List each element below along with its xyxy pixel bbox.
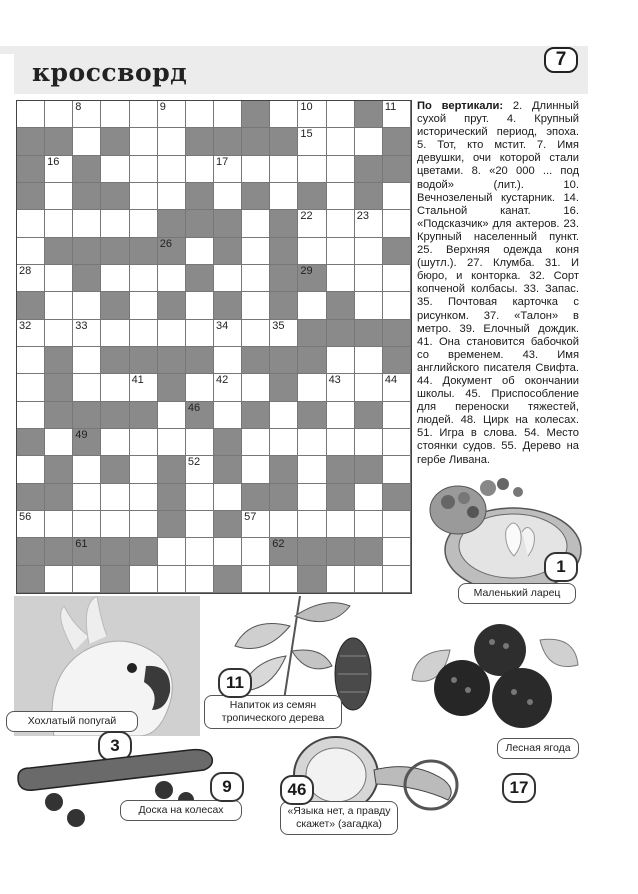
grid-cell[interactable]: [270, 156, 298, 183]
grid-cell[interactable]: [383, 210, 411, 237]
grid-cell[interactable]: [355, 238, 383, 265]
grid-cell[interactable]: [158, 183, 186, 210]
grid-cell[interactable]: [186, 292, 214, 319]
grid-cell[interactable]: [17, 265, 45, 292]
grid-cell[interactable]: [327, 156, 355, 183]
grid-cell[interactable]: [45, 566, 73, 593]
caption-cocoa: Напиток из семян тропического дерева: [204, 695, 342, 729]
grid-cell-black: [242, 484, 270, 511]
grid-cell-black: [101, 183, 129, 210]
grid-cell[interactable]: [17, 511, 45, 538]
grid-cell-black: [73, 238, 101, 265]
grid-cell-black: [158, 347, 186, 374]
grid-cell[interactable]: [298, 238, 326, 265]
grid-cell-black: [298, 183, 326, 210]
clue-number: 33: [75, 319, 88, 332]
grid-cell[interactable]: [298, 210, 326, 237]
grid-cell-black: [270, 347, 298, 374]
grid-cell[interactable]: [101, 374, 129, 401]
grid-cell[interactable]: [383, 402, 411, 429]
grid-cell-black: [327, 292, 355, 319]
grid-cell-black: [242, 402, 270, 429]
grid-cell[interactable]: [17, 374, 45, 401]
grid-cell-black: [45, 456, 73, 483]
grid-cell[interactable]: [73, 484, 101, 511]
caption-mirror: «Языка нет, а правду скажет» (загадка): [280, 801, 398, 835]
grid-cell-black: [355, 402, 383, 429]
grid-cell-black: [298, 402, 326, 429]
grid-cell-black: [17, 538, 45, 565]
grid-cell-black: [101, 566, 129, 593]
grid-cell[interactable]: [383, 511, 411, 538]
clue-number: 35: [272, 319, 285, 332]
grid-cell[interactable]: [158, 429, 186, 456]
grid-cell-black: [101, 238, 129, 265]
grid-cell-black: [73, 183, 101, 210]
grid-cell-black: [214, 128, 242, 155]
grid-cell[interactable]: [327, 238, 355, 265]
grid-cell[interactable]: [158, 101, 186, 128]
grid-cell-black: [17, 484, 45, 511]
grid-cell-black: [186, 347, 214, 374]
grid-cell-black: [101, 292, 129, 319]
caption-box: Маленький ларец: [458, 583, 576, 604]
grid-cell-black: [73, 402, 101, 429]
grid-cell-black: [214, 429, 242, 456]
grid-cell[interactable]: [186, 484, 214, 511]
grid-cell-black: [130, 238, 158, 265]
grid-cell[interactable]: [214, 538, 242, 565]
grid-cell[interactable]: [73, 566, 101, 593]
grid-cell[interactable]: [270, 511, 298, 538]
grid-cell[interactable]: [73, 374, 101, 401]
grid-cell-black: [17, 566, 45, 593]
grid-cell-black: [73, 265, 101, 292]
grid-cell[interactable]: [327, 347, 355, 374]
grid-cell[interactable]: [383, 101, 411, 128]
grid-cell[interactable]: [242, 238, 270, 265]
clue-number: 42: [215, 374, 229, 387]
grid-cell[interactable]: [130, 511, 158, 538]
clue-number: 23: [356, 210, 369, 223]
clue-number: 49: [75, 429, 88, 441]
grid-cell[interactable]: [186, 238, 214, 265]
grid-cell[interactable]: [214, 265, 242, 292]
grid-cell[interactable]: [242, 511, 270, 538]
clue-number: 10: [300, 101, 313, 113]
grid-cell[interactable]: [73, 101, 101, 128]
grid-cell-black: [383, 128, 411, 155]
clue-number: 44: [384, 374, 398, 387]
grid-cell-black: [383, 238, 411, 265]
badge-parrot-number: 3: [98, 731, 132, 761]
grid-cell[interactable]: [242, 265, 270, 292]
grid-cell[interactable]: [158, 538, 186, 565]
crossword-grid: [16, 100, 412, 594]
grid-cell[interactable]: [130, 183, 158, 210]
badge-skateboard-number: 9: [210, 772, 244, 802]
grid-cell-black: [214, 238, 242, 265]
grid-cell-black: [270, 128, 298, 155]
grid-cell[interactable]: [186, 566, 214, 593]
grid-cell[interactable]: [298, 128, 326, 155]
grid-cell-black: [73, 156, 101, 183]
grid-cell[interactable]: [242, 156, 270, 183]
grid-cell-black: [242, 183, 270, 210]
grid-cell[interactable]: [158, 402, 186, 429]
grid-cell-black: [17, 292, 45, 319]
grid-cell[interactable]: [73, 347, 101, 374]
grid-cell[interactable]: [298, 101, 326, 128]
grid-cell-black: [17, 429, 45, 456]
grid-cell[interactable]: [214, 183, 242, 210]
grid-cell[interactable]: [270, 320, 298, 347]
grid-cell[interactable]: [45, 156, 73, 183]
clues-column: [417, 100, 579, 467]
grid-cell[interactable]: [130, 456, 158, 483]
grid-cell[interactable]: [73, 210, 101, 237]
grid-cell[interactable]: [17, 238, 45, 265]
grid-cell-black: [327, 320, 355, 347]
grid-cell[interactable]: [186, 538, 214, 565]
badge-blackberry-number: 17: [502, 773, 536, 803]
grid-cell[interactable]: [186, 101, 214, 128]
grid-cell-black: [101, 456, 129, 483]
grid-cell[interactable]: [355, 292, 383, 319]
grid-cell[interactable]: [158, 156, 186, 183]
grid-cell-black: [45, 374, 73, 401]
grid-cell[interactable]: [214, 374, 242, 401]
grid-cell-black: [298, 320, 326, 347]
grid-cell[interactable]: [130, 128, 158, 155]
grid-cell-black: [158, 511, 186, 538]
grid-cell[interactable]: [17, 320, 45, 347]
grid-cell-black: [186, 210, 214, 237]
grid-cell[interactable]: [101, 429, 129, 456]
badge-cocoa-number: 11: [218, 668, 252, 698]
grid-cell-black: [130, 347, 158, 374]
grid-cell[interactable]: [242, 538, 270, 565]
clue-number: 61: [75, 538, 88, 551]
grid-cell-black: [158, 210, 186, 237]
grid-cell-black: [17, 128, 45, 155]
grid-cell-black: [158, 238, 186, 265]
clue-number: 11: [384, 101, 397, 113]
grid-cell[interactable]: [270, 429, 298, 456]
grid-cell-black: [158, 374, 186, 401]
grid-cell[interactable]: [214, 484, 242, 511]
badge-mirror-number: 46: [280, 775, 314, 805]
grid-cell-black: [270, 538, 298, 565]
grid-cell[interactable]: [327, 183, 355, 210]
grid-cell-black: [101, 128, 129, 155]
grid-cell-black: [355, 183, 383, 210]
grid-cell[interactable]: [355, 128, 383, 155]
clues-heading: По вертикали:: [417, 100, 504, 112]
page-title: кроссворд: [32, 58, 188, 87]
grid-cell-black: [355, 156, 383, 183]
grid-cell[interactable]: [383, 538, 411, 565]
grid-cell[interactable]: [73, 128, 101, 155]
grid-cell[interactable]: [186, 511, 214, 538]
grid-cell[interactable]: [214, 347, 242, 374]
grid-cell-black: [45, 484, 73, 511]
grid-cell[interactable]: [270, 101, 298, 128]
clue-number: 43: [328, 374, 341, 387]
grid-cell-black: [101, 347, 129, 374]
grid-cell[interactable]: [186, 456, 214, 483]
grid-cell[interactable]: [355, 347, 383, 374]
grid-cell[interactable]: [130, 374, 158, 401]
blackberry-image: [410, 610, 580, 740]
clue-number: 56: [19, 511, 32, 523]
grid-cell-black: [45, 128, 73, 155]
grid-cell[interactable]: [355, 511, 383, 538]
grid-cell[interactable]: [242, 429, 270, 456]
grid-cell[interactable]: [298, 484, 326, 511]
page-number: 7: [544, 47, 578, 73]
clue-number: 8: [75, 101, 82, 113]
grid-cell-black: [45, 347, 73, 374]
badge-box-number: 1: [544, 552, 578, 582]
grid-cell-black: [298, 538, 326, 565]
grid-cell-black: [355, 456, 383, 483]
grid-cell[interactable]: [130, 292, 158, 319]
grid-cell[interactable]: [355, 429, 383, 456]
grid-cell[interactable]: [130, 265, 158, 292]
grid-cell-black: [45, 538, 73, 565]
grid-cell[interactable]: [17, 347, 45, 374]
grid-cell[interactable]: [45, 265, 73, 292]
grid-cell-black: [214, 511, 242, 538]
grid-cell-black: [17, 183, 45, 210]
grid-cell[interactable]: [158, 320, 186, 347]
grid-cell[interactable]: [383, 292, 411, 319]
grid-cell-black: [73, 429, 101, 456]
header-stripe: [0, 46, 14, 54]
grid-cell[interactable]: [327, 210, 355, 237]
clue-number: 29: [300, 265, 313, 277]
grid-cell-black: [158, 484, 186, 511]
grid-cell[interactable]: [327, 128, 355, 155]
clue-number: 57: [244, 511, 257, 523]
grid-cell[interactable]: [298, 156, 326, 183]
grid-cell[interactable]: [130, 429, 158, 456]
grid-cell-black: [158, 292, 186, 319]
grid-cell[interactable]: [298, 456, 326, 483]
grid-cell-black: [270, 210, 298, 237]
grid-cell-black: [17, 156, 45, 183]
grid-cell[interactable]: [45, 511, 73, 538]
grid-cell[interactable]: [355, 484, 383, 511]
grid-cell[interactable]: [130, 566, 158, 593]
grid-cell[interactable]: [327, 566, 355, 593]
grid-cell-black: [130, 402, 158, 429]
grid-cell[interactable]: [158, 566, 186, 593]
grid-cell[interactable]: [17, 210, 45, 237]
grid-cell[interactable]: [186, 156, 214, 183]
grid-cell[interactable]: [101, 156, 129, 183]
grid-cell-black: [101, 402, 129, 429]
grid-cell-black: [270, 238, 298, 265]
clue-number: 52: [187, 456, 201, 469]
grid-cell-black: [270, 374, 298, 401]
grid-cell[interactable]: [270, 183, 298, 210]
caption-blackberry: Лесная ягода: [497, 738, 579, 759]
grid-cell-black: [186, 183, 214, 210]
grid-cell[interactable]: [298, 429, 326, 456]
grid-cell[interactable]: [45, 429, 73, 456]
clue-number: 32: [19, 319, 32, 332]
grid-cell[interactable]: [383, 265, 411, 292]
grid-cell[interactable]: [130, 484, 158, 511]
grid-cell-black: [214, 456, 242, 483]
grid-cell[interactable]: [242, 210, 270, 237]
grid-cell[interactable]: [73, 456, 101, 483]
grid-cell[interactable]: [45, 292, 73, 319]
grid-cell[interactable]: [186, 320, 214, 347]
grid-cell[interactable]: [101, 511, 129, 538]
grid-cell[interactable]: [101, 210, 129, 237]
grid-cell[interactable]: [383, 183, 411, 210]
grid-cell[interactable]: [383, 566, 411, 593]
grid-cell[interactable]: [17, 402, 45, 429]
grid-cell[interactable]: [186, 374, 214, 401]
grid-cell[interactable]: [130, 156, 158, 183]
grid-cell[interactable]: [101, 101, 129, 128]
clue-number: 46: [187, 401, 201, 414]
grid-cell-black: [101, 538, 129, 565]
grid-cell[interactable]: [270, 402, 298, 429]
grid-cell[interactable]: [130, 101, 158, 128]
grid-cell-black: [45, 238, 73, 265]
grid-cell[interactable]: [383, 456, 411, 483]
grid-cell[interactable]: [45, 320, 73, 347]
grid-cell-black: [383, 156, 411, 183]
grid-cell[interactable]: [45, 210, 73, 237]
grid-cell-black: [242, 347, 270, 374]
grid-cell-black: [158, 456, 186, 483]
grid-cell[interactable]: [214, 101, 242, 128]
grid-cell[interactable]: [327, 429, 355, 456]
grid-cell-black: [355, 320, 383, 347]
grid-cell[interactable]: [355, 374, 383, 401]
grid-cell-black: [214, 292, 242, 319]
grid-cell[interactable]: [327, 374, 355, 401]
grid-cell-black: [327, 484, 355, 511]
grid-cell[interactable]: [186, 429, 214, 456]
caption-parrot: Хохлатый попугай: [6, 711, 138, 732]
grid-cell-black: [130, 538, 158, 565]
grid-cell[interactable]: [158, 128, 186, 155]
clue-number: 62: [272, 538, 285, 551]
grid-cell[interactable]: [101, 484, 129, 511]
grid-cell-black: [383, 320, 411, 347]
grid-cell-black: [242, 128, 270, 155]
grid-cell[interactable]: [45, 183, 73, 210]
grid-cell-black: [355, 101, 383, 128]
grid-cell-black: [186, 128, 214, 155]
grid-cell[interactable]: [45, 101, 73, 128]
grid-cell-black: [327, 456, 355, 483]
grid-cell[interactable]: [355, 210, 383, 237]
grid-cell-black: [186, 265, 214, 292]
grid-cell[interactable]: [327, 265, 355, 292]
grid-cell[interactable]: [355, 566, 383, 593]
clues-text: 2. Длинный сухой прут. 4. Крупный исторический период, эпоха. 5. Тот, кто мстит. 7. Имя девушки, очи которой стали цветами. 8. «20 000 ... под водой» (лит.). 10. Вечнозеленый кустарник. 14. Стальной канат. 16. «Подсказчик» для актеров. 23. Крупный населенный пункт. 25. Верхняя одежда коня (шутл.). 27. Клумба. 31. И бюро, и конторка. 32. Сорт копченой колбасы. 33. Запас. 35. Почтовая карточка с рисунком. 37. «Талон» в метро. 39. Елочный дождик. 41. Она становится бабочкой со временем. 43. Имя английского писателя Свифта. 44. Документ об окончании школы. 45. Приспособление для переноски тяжестей, людей. 48. Цирк на колесах. 51. Игра в слова. 54. Место стоянки судов. 55. Дерево на гербе Ливана.: [417, 100, 579, 466]
grid-cell[interactable]: [17, 101, 45, 128]
clue-number: 26: [159, 237, 172, 250]
grid-cell[interactable]: [383, 374, 411, 401]
clue-number: 41: [131, 374, 144, 387]
grid-cell-black: [242, 101, 270, 128]
grid-cell[interactable]: [130, 210, 158, 237]
grid-cell[interactable]: [17, 456, 45, 483]
clue-number: 16: [47, 155, 60, 168]
clue-number: 15: [300, 128, 313, 141]
grid-cell-black: [45, 402, 73, 429]
caption-skateboard: Доска на колесах: [120, 800, 242, 821]
grid-cell[interactable]: [242, 292, 270, 319]
grid-cell-black: [270, 484, 298, 511]
grid-cell-black: [298, 265, 326, 292]
grid-cell-black: [298, 347, 326, 374]
grid-cell[interactable]: [327, 402, 355, 429]
grid-cell-black: [186, 402, 214, 429]
grid-cell[interactable]: [214, 320, 242, 347]
grid-cell[interactable]: [101, 265, 129, 292]
grid-cell[interactable]: [73, 511, 101, 538]
grid-cell-black: [73, 538, 101, 565]
grid-cell[interactable]: [383, 429, 411, 456]
clue-number: 17: [215, 155, 229, 168]
grid-cell[interactable]: [73, 292, 101, 319]
grid-cell[interactable]: [298, 292, 326, 319]
grid-cell[interactable]: [130, 320, 158, 347]
grid-cell[interactable]: [270, 566, 298, 593]
grid-cell[interactable]: [214, 156, 242, 183]
clue-number: 34: [215, 319, 229, 332]
grid-cell-black: [327, 538, 355, 565]
grid-cell-black: [270, 292, 298, 319]
grid-cell-black: [383, 347, 411, 374]
clue-number: 22: [300, 210, 313, 223]
grid-cell[interactable]: [73, 320, 101, 347]
grid-cell[interactable]: [101, 320, 129, 347]
grid-cell[interactable]: [327, 511, 355, 538]
grid-cell-black: [298, 566, 326, 593]
grid-cell[interactable]: [242, 374, 270, 401]
grid-cell-black: [355, 538, 383, 565]
grid-cell[interactable]: [214, 402, 242, 429]
grid-cell[interactable]: [327, 101, 355, 128]
grid-cell[interactable]: [242, 456, 270, 483]
grid-cell[interactable]: [355, 265, 383, 292]
grid-cell[interactable]: [298, 374, 326, 401]
grid-cell-black: [270, 456, 298, 483]
grid-cell[interactable]: [242, 320, 270, 347]
grid-cell-black: [270, 265, 298, 292]
grid-cell-black: [383, 484, 411, 511]
grid-cell-black: [214, 566, 242, 593]
grid-cell[interactable]: [298, 511, 326, 538]
grid-cell[interactable]: [158, 265, 186, 292]
grid-cell-black: [214, 210, 242, 237]
grid-cell[interactable]: [242, 566, 270, 593]
clue-number: 28: [19, 265, 32, 277]
clue-number: 9: [159, 101, 166, 113]
